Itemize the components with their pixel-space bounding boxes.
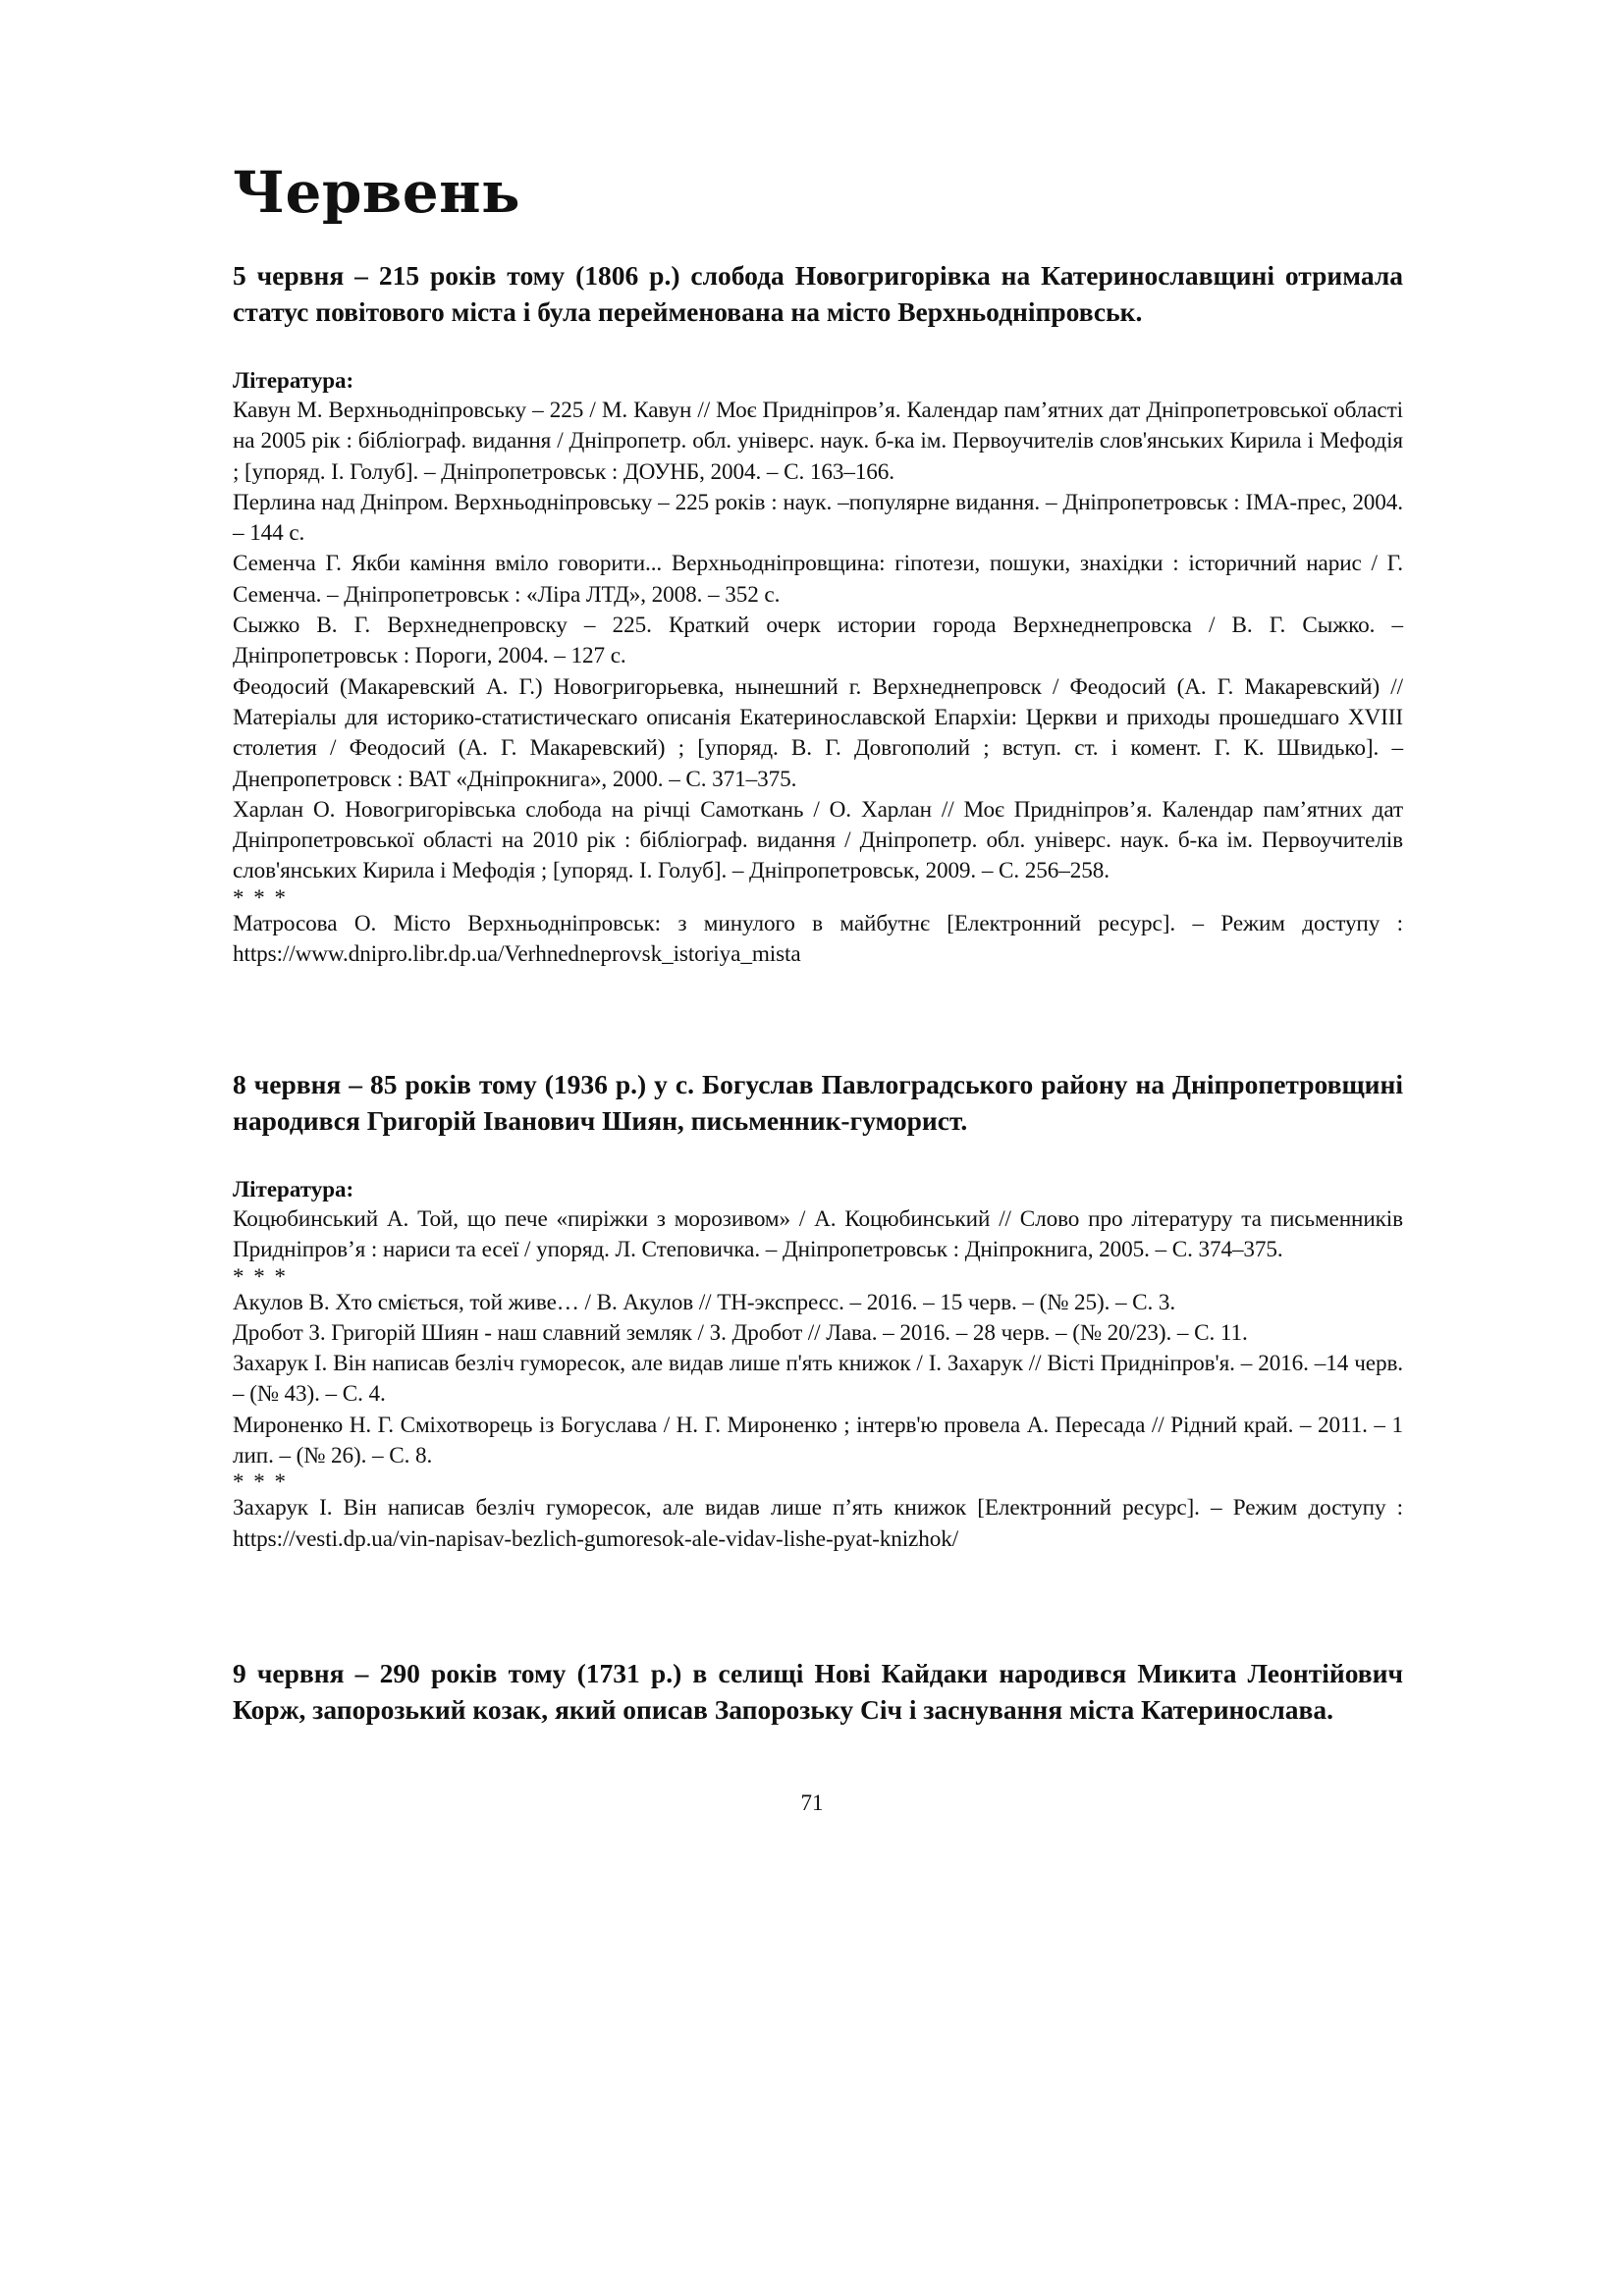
section-verkhnodniprovsk [233, 257, 1403, 970]
online-resources-list [233, 909, 1403, 971]
bibliography-entry: Коцюбинський А. Той, що пече «пиріжки з морозивом» / А. Коцюбинський // Слово про літературу та письменників Придніпров’я : нариси та есеї / упоряд. Л. Степовичка. – Дніпропетровськ : Дніпрокнига, 2005. – С. 374–375. [233, 1206, 1403, 1263]
periodical-entry: Дробот З. Григорій Шиян - наш славний земляк / З. Дробот // Лава. – 2016. – 28 черв. – (№ 20/23). – С. 11. [233, 1319, 1248, 1346]
bibliography-entry: Харлан О. Новогригорівська слобода на річці Самоткань / О. Харлан // Моє Придніпров’я. Календар пам’ятних дат Дніпропетровської області на 2010 рік : бібліограф. видання / Дніпропетр. обл. універс. наук. б-ка ім. Первоучителів слов'янських Кирила і Мефодія ; [упоряд. І. Голуб]. – Дніпропетровськ, 2009. – С. 256–258. [233, 796, 1403, 884]
separator: * * * [233, 1263, 288, 1289]
section-korzh [233, 1655, 1403, 1728]
periodical-entry: Акулов В. Хто сміється, той живе… / В. Акулов // ТН-экспресс. – 2016. – 15 черв. – (№ 25). – С. 3. [233, 1289, 1176, 1315]
bibliography-entry: Семенча Г. Якби каміння вміло говорити... Верхньодніпровщина: гіпотези, пошуки, знахідки : історичний нарис / Г. Семенча. – Дніпропетровськ : «Ліра ЛТД», 2008. – 352 с. [233, 551, 1403, 608]
section-heading: 9 червня – 290 років тому (1731 р.) в селищі Нові Кайдаки народився Микита Леонтійович Корж, запорозький козак, який описав Запорозьку Січ і заснування міста Катеринослава. [233, 1658, 1403, 1725]
month-title: Червень [233, 159, 520, 226]
section-shyian [233, 1066, 1403, 1555]
literature-label: Література: [233, 1177, 354, 1201]
page-number: 71 [800, 1790, 824, 1815]
online-resources-list [233, 1493, 1403, 1555]
literature-label: Література: [233, 368, 354, 393]
bibliography-entry: Кавун М. Верхньодніпровську – 225 / М. Кавун // Моє Придніпров’я. Календар пам’ятних дат Дніпропетровської області на 2005 рік : бібліограф. видання / Дніпропетр. обл. універс. наук. б-ка ім. Первоучителів слов'янських Кирила і Мефодія ; [упоряд. І. Голуб]. – Дніпропетровськ : ДОУНБ, 2004. – С. 163–166. [233, 398, 1403, 485]
bibliography-entry: Сыжко В. Г. Верхнеднепровску – 225. Краткий очерк истории города Верхнеднепровска / В. Г. Сыжко. – Дніпропетровськ : Пороги, 2004. – 127 с. [233, 613, 1403, 669]
bibliography-entry: Перлина над Дніпром. Верхньодніпровську – 225 років : наук. –популярне видання. – Дніпропетровськ : ІМА-прес, 2004. – 144 с. [233, 489, 1403, 547]
section-heading: 5 червня – 215 років тому (1806 р.) слобода Новогригорівка на Катеринославщині отримала статус повітового міста і була перейменована на місто Верхньодніпровськ. [233, 260, 1403, 327]
periodical-entry: Мироненко Н. Г. Сміхотворець із Богуслава / Н. Г. Мироненко ; інтерв'ю провела А. Пересада // Рідний край. – 2011. – 1 лип. – (№ 26). – С. 8. [233, 1412, 1403, 1469]
bibliography-entry: Феодосий (Макаревский А. Г.) Новогригорьевка, нынешний г. Верхнеднепровск / Феодосий (А. Г. Макаревский) // Матеріалы для историко-статистическаго описанія Екатеринославской Епархіи: Церкви и приходы прошедшаго XVIII столетия / Феодосий (А. Г. Макаревский) ; [упоряд. В. Г. Довгополий ; вступ. ст. і комент. Г. К. Швидько]. – Днепропетровск : ВАТ «Дніпрокнига», 2000. – С. 371–375. [233, 673, 1403, 792]
separator: * * * [233, 1469, 288, 1495]
separator: * * * [233, 884, 288, 910]
online-resource-entry: Матросова О. Місто Верхньодніпровськ: з минулого в майбутнє [Електронний ресурс]. – Режим доступу : https://www.dnipro.libr.dp.ua/Verhnedneprovsk_istoriya_mista [233, 910, 1403, 968]
bibliography-list [233, 396, 1403, 887]
section-heading: 8 червня – 85 років тому (1936 р.) у с. Богуслав Павлоградського району на Дніпропетровщині народився Григорій Іванович Шиян, письменник-гуморист. [233, 1069, 1403, 1136]
bibliography-list [233, 1204, 1403, 1266]
periodical-entry: Захарук І. Він написав безліч гуморесок, але видав лише п'ять книжок / І. Захарук // Вісті Придніпров'я. – 2016. –14 черв. – (№ 43). – С. 4. [233, 1351, 1403, 1408]
periodicals-list [233, 1288, 1403, 1472]
online-resource-entry: Захарук І. Він написав безліч гуморесок, але видав лише п’ять книжок [Електронний ресурс]. – Режим доступу : https://vesti.dp.ua/vin-napisav-bezlich-gumoresok-ale-vidav-lishe-pyat-knizhok/ [233, 1495, 1403, 1552]
